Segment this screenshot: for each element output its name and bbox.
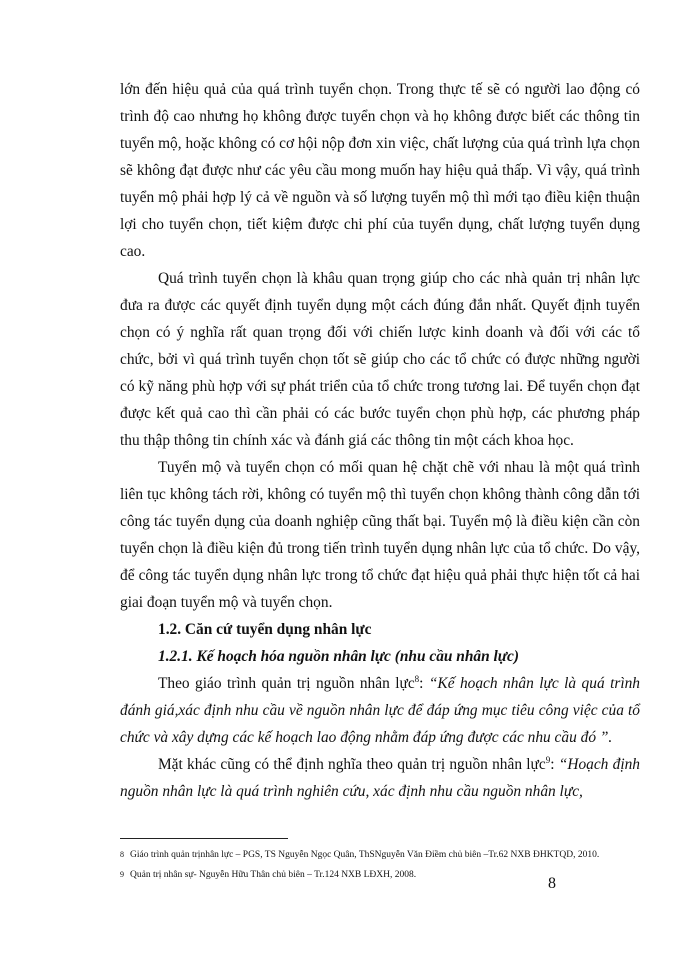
footnote-9 — [120, 865, 660, 885]
footnotes — [120, 845, 660, 885]
footnote-number: 8 — [120, 850, 124, 859]
footnote-text: Giáo trình quản trịnhân lực – PGS, TS Nguyễn Ngọc Quân, ThSNguyễn Văn Điềm chủ biên –Tr.62 NXB ĐHKTQD, 2010. — [130, 850, 600, 860]
definition-2-colon: : — [550, 756, 559, 773]
definition-1-quote: “Kế hoạch nhân lực là quá trình đánh giá,xác định nhu cầu về nguồn nhân lực để đáp ứng mục tiêu công việc của tổ chức và xây dựng các kế hoạch lao động nhằm đáp ứng được các nhu cầu đó ”. — [120, 675, 641, 746]
definition-1-colon: : — [419, 675, 429, 692]
paragraph-selection-importance: Quá trình tuyển chọn là khâu quan trọng giúp cho các nhà quản trị nhân lực đưa ra được các quyết định tuyển dụng một cách đúng đắn nhất. Quyết định tuyển chọn có ý nghĩa rất quan trọng đối với chiến lược kinh doanh và đối với các tổ chức, bởi vì quá trình tuyển chọn tốt sẽ giúp cho các tổ chức có được những người có kỹ năng phù hợp với sự phát triển của tổ chức trong tương lai. Để tuyển chọn đạt được kết quả cao thì cần phải có các bước tuyển chọn phù hợp, các phương pháp thu thập thông tin chính xác và đánh giá các thông tin một cách khoa học. — [120, 270, 640, 449]
section-heading-1-2: 1.2. Căn cứ tuyển dụng nhân lực — [158, 621, 372, 638]
footnote-ref-8: 8 — [414, 673, 420, 684]
body-text — [120, 76, 640, 805]
footnote-ref-9: 9 — [545, 754, 551, 765]
footnote-separator — [120, 838, 288, 839]
paragraph-recruitment-relationship: Tuyển mộ và tuyển chọn có mối quan hệ chặt chẽ với nhau là một quá trình liên tục không tách rời, không có tuyển mộ thì tuyển chọn không thành công dẫn tới công tác tuyển dụng của doanh nghiệp cũng thất bại. Tuyển mộ là điều kiện cần còn tuyển chọn là điều kiện đủ trong tiến trình tuyển dụng nhân lực của tổ chức. Do vậy, để công tác tuyển dụng nhân lực trong tổ chức đạt hiệu quả phải thực hiện tốt cả hai giai đoạn tuyển mộ và tuyển chọn. — [120, 459, 640, 611]
footnote-number: 9 — [120, 870, 124, 879]
paragraph-definition-1 — [120, 670, 640, 751]
paragraph-definition-2 — [120, 751, 640, 805]
definition-1-lead: Theo giáo trình quản trị nguồn nhân lực — [158, 675, 415, 692]
subsection-heading-1-2-1: 1.2.1. Kế hoạch hóa nguồn nhân lực (nhu cầu nhân lực) — [158, 648, 519, 665]
definition-2-quote: “Hoạch định nguồn nhân lực là quá trình nghiên cứu, xác định nhu cầu nguồn nhân lực, — [120, 756, 640, 800]
footnote-8 — [120, 845, 660, 865]
page-number: 8 — [548, 875, 556, 892]
paragraph-continuation: lớn đến hiệu quả của quá trình tuyển chọn. Trong thực tế sẽ có người lao động có trình độ cao nhưng họ không được tuyển chọn và họ không được biết các thông tin tuyển mộ, hoặc không có cơ hội nộp đơn xin việc, chất lượng của quá trình lựa chọn sẽ không đạt được như các yêu cầu mong muốn hay hiệu quả thấp. Vì vậy, quá trình tuyển mộ phải hợp lý cả về nguồn và số lượng tuyển mộ thì mới tạo điều kiện thuận lợi cho tuyển chọn, tiết kiệm được chi phí của tuyển dụng, chất lượng tuyển dụng cao. — [120, 81, 640, 260]
definition-2-lead: Mặt khác cũng có thể định nghĩa theo quản trị nguồn nhân lực — [158, 756, 546, 773]
footnote-text: Quản trị nhân sự- Nguyễn Hữu Thân chủ biên – Tr.124 NXB LĐXH, 2008. — [130, 870, 417, 880]
